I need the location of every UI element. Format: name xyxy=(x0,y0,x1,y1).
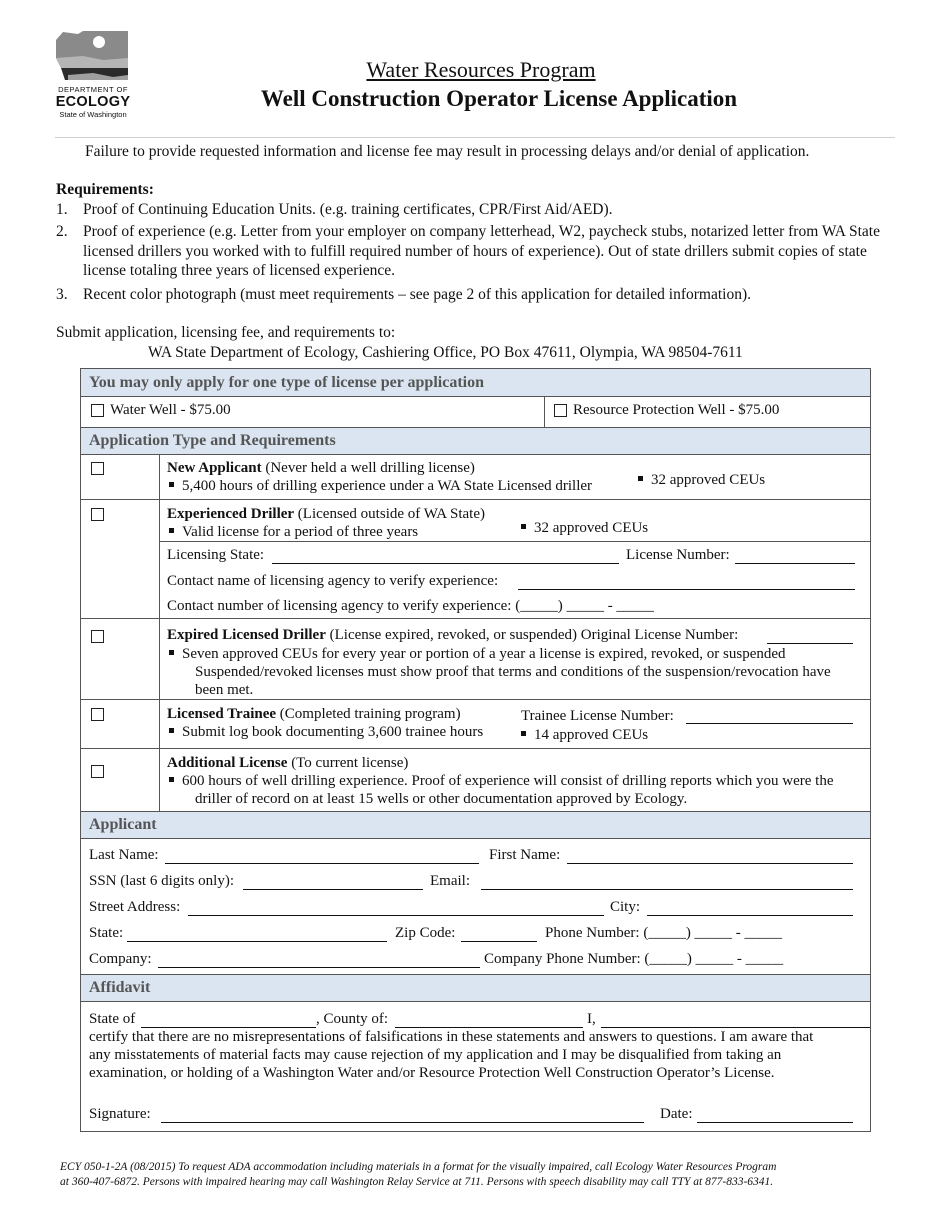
footer-line: at 360-407-6872. Persons with impaired hearing may call Washington Relay Service at 711. Persons with speech disability may call TTY at 877-833-6341. xyxy=(60,1176,774,1188)
application-form-table xyxy=(80,368,871,1132)
form-title: Well Construction Operator License Application xyxy=(260,86,738,111)
email-label: Email: xyxy=(430,873,470,889)
water-well-checkbox[interactable] xyxy=(91,404,104,417)
licensed-trainee-checkbox[interactable] xyxy=(91,708,104,721)
last-name-label: Last Name: xyxy=(89,847,159,863)
state-of-label: State of xyxy=(89,1011,136,1027)
licensing-state-field[interactable] xyxy=(272,563,619,564)
licensed-trainee-bullet xyxy=(169,724,483,741)
date-field[interactable] xyxy=(697,1122,853,1123)
affidavit-i-label: I, xyxy=(587,1011,596,1027)
license-number-field[interactable] xyxy=(735,563,855,564)
zip-code-field[interactable] xyxy=(461,941,537,942)
additional-license-heading xyxy=(167,755,408,772)
ssn-field[interactable] xyxy=(243,889,423,890)
logo-dept-text: DEPARTMENT OF xyxy=(58,85,128,94)
footer-line: ECY 050-1-2A (08/2015) To request ADA accommodation including materials in a format for the visually impaired, call Ecology Water Resources Program xyxy=(60,1161,777,1173)
experienced-driller-bullet xyxy=(169,524,418,541)
first-name-label: First Name: xyxy=(489,847,561,863)
header-divider xyxy=(55,137,895,138)
phone-number-label: Phone Number: (_____) _____ - _____ xyxy=(545,925,783,941)
logo-state-text: State of Washington xyxy=(59,110,127,119)
new-applicant-note: (Never held a well drilling license) xyxy=(261,460,475,476)
expired-driller-heading xyxy=(167,627,738,644)
bullet-text: 14 approved CEUs xyxy=(534,727,649,743)
experienced-driller-heading xyxy=(167,506,485,523)
new-applicant-checkbox[interactable] xyxy=(91,462,104,475)
bullet-text: Seven approved CEUs for every year or portion of a year a license is expired, revoked, or suspended xyxy=(182,646,786,662)
contact-name-field[interactable] xyxy=(518,589,855,590)
bullet-text: 32 approved CEUs xyxy=(534,520,649,536)
program-name: Water Resources Program xyxy=(366,57,596,82)
expired-driller-text-line: Suspended/revoked licenses must show proof that terms and conditions of the suspension/revocation have xyxy=(195,664,831,680)
experienced-driller-title: Experienced Driller xyxy=(167,506,295,522)
requirements-heading: Requirements: xyxy=(56,181,154,198)
new-applicant-heading xyxy=(167,460,475,477)
submit-instructions: Submit application, licensing fee, and requirements to: xyxy=(56,324,396,341)
trainee-license-number-field[interactable] xyxy=(686,723,853,724)
trainee-license-number-label: Trainee License Number: xyxy=(521,708,674,724)
affidavit-statement-line: examination, or holding of a Washington Water and/or Resource Protection Well Construction Operator’s License. xyxy=(89,1065,775,1081)
affidavit-state-field[interactable] xyxy=(141,1027,316,1028)
affidavit-name-field[interactable] xyxy=(601,1027,870,1028)
licensed-trainee-title: Licensed Trainee xyxy=(167,706,277,722)
new-applicant-ceu xyxy=(638,472,765,489)
requirement-item xyxy=(56,200,896,220)
requirement-item xyxy=(56,222,896,281)
city-label: City: xyxy=(610,899,641,915)
experienced-driller-checkbox[interactable] xyxy=(91,508,104,521)
ssn-label: SSN (last 6 digits only): xyxy=(89,873,235,889)
requirement-number: 3. xyxy=(56,286,68,303)
contact-number-label: Contact number of licensing agency to verify experience: (_____) _____ - _____ xyxy=(167,598,654,614)
zip-code-label: Zip Code: xyxy=(395,925,456,941)
expired-driller-title: Expired Licensed Driller xyxy=(167,627,326,643)
resource-protection-well-option-label: Resource Protection Well - $75.00 xyxy=(573,402,780,418)
state-label: State: xyxy=(89,925,124,941)
affidavit-heading: Affidavit xyxy=(81,975,870,1001)
licensing-state-label: Licensing State: xyxy=(167,547,265,563)
bullet-text: Submit log book documenting 3,600 trainee hours xyxy=(182,724,484,740)
licensed-trainee-note: (Completed training program) xyxy=(276,706,461,722)
expired-driller-text-line: been met. xyxy=(195,682,254,698)
new-applicant-title: New Applicant xyxy=(167,460,262,476)
water-well-option-label: Water Well - $75.00 xyxy=(110,402,231,418)
street-address-field[interactable] xyxy=(188,915,604,916)
contact-name-label: Contact name of licensing agency to verify experience: xyxy=(167,573,499,589)
requirement-text: Proof of Continuing Education Units. (e.g. training certificates, CPR/First Aid/AED). xyxy=(83,201,613,218)
applicant-heading: Applicant xyxy=(81,812,870,838)
additional-license-title: Additional License xyxy=(167,755,288,771)
resource-protection-well-checkbox[interactable] xyxy=(554,404,567,417)
new-applicant-bullet xyxy=(169,478,592,495)
requirement-item xyxy=(56,285,896,305)
affidavit-statement-line: any misstatements of material facts may cause rejection of my application and I may be disqualified from taking an xyxy=(89,1047,782,1063)
requirement-number: 1. xyxy=(56,201,68,218)
affidavit-statement-line: certify that there are no misrepresentations of falsifications in these statements and answers to questions. I am aware that xyxy=(89,1029,814,1045)
license-number-label: License Number: xyxy=(626,547,730,563)
expired-driller-bullet xyxy=(169,646,786,663)
licensed-trainee-heading xyxy=(167,706,461,723)
processing-notice: Failure to provide requested information and license fee may result in processing delays and/or denial of application. xyxy=(85,143,810,160)
county-of-label: , County of: xyxy=(316,1011,389,1027)
company-phone-label: Company Phone Number: (_____) _____ - _____ xyxy=(484,951,784,967)
requirement-text: Proof of experience (e.g. Letter from your employer on company letterhead, W2, paycheck stubs, notarized letter from WA State licensed drillers you worked with to fulfill required number of hours of experience). Out of state drillers submit copies of state license totaling three years of licensed experience. xyxy=(83,223,880,279)
state-field[interactable] xyxy=(127,941,387,942)
mailing-address: WA State Department of Ecology, Cashiering Office, PO Box 47611, Olympia, WA 98504-7611 xyxy=(148,344,743,361)
application-type-heading: Application Type and Requirements xyxy=(81,428,870,454)
additional-license-bullet xyxy=(169,773,834,790)
affidavit-county-field[interactable] xyxy=(395,1027,583,1028)
form-footer xyxy=(60,1160,890,1190)
bullet-text: 600 hours of well drilling experience. Proof of experience will consist of drilling reports which you were the xyxy=(182,773,834,789)
company-label: Company: xyxy=(89,951,152,967)
signature-label: Signature: xyxy=(89,1106,151,1122)
email-field[interactable] xyxy=(481,889,853,890)
experienced-driller-ceu xyxy=(521,520,648,537)
street-address-label: Street Address: xyxy=(89,899,181,915)
requirement-number: 2. xyxy=(56,223,68,240)
city-field[interactable] xyxy=(647,915,853,916)
additional-license-checkbox[interactable] xyxy=(91,765,104,778)
date-label: Date: xyxy=(660,1106,693,1122)
additional-license-note: (To current license) xyxy=(287,755,409,771)
expired-driller-note: (License expired, revoked, or suspended) Original License Number: xyxy=(325,627,739,643)
bullet-text: 5,400 hours of drilling experience under a WA State Licensed driller xyxy=(182,478,593,494)
signature-field[interactable] xyxy=(161,1122,644,1123)
logo-name-text: ECOLOGY xyxy=(55,94,131,110)
company-field[interactable] xyxy=(158,967,480,968)
last-name-field[interactable] xyxy=(165,863,479,864)
bullet-text: 32 approved CEUs xyxy=(651,472,766,488)
bullet-text: Valid license for a period of three years xyxy=(182,524,419,540)
license-type-heading: You may only apply for one type of license per application xyxy=(81,369,870,396)
licensed-trainee-ceu xyxy=(521,727,648,744)
experienced-driller-note: (Licensed outside of WA State) xyxy=(294,506,485,522)
requirement-text: Recent color photograph (must meet requirements – see page 2 of this application for detailed information). xyxy=(83,286,752,303)
original-license-number-field[interactable] xyxy=(767,643,853,644)
additional-license-text-line: driller of record on at least 15 wells or other documentation approved by Ecology. xyxy=(195,791,688,807)
expired-driller-checkbox[interactable] xyxy=(91,630,104,643)
first-name-field[interactable] xyxy=(567,863,853,864)
